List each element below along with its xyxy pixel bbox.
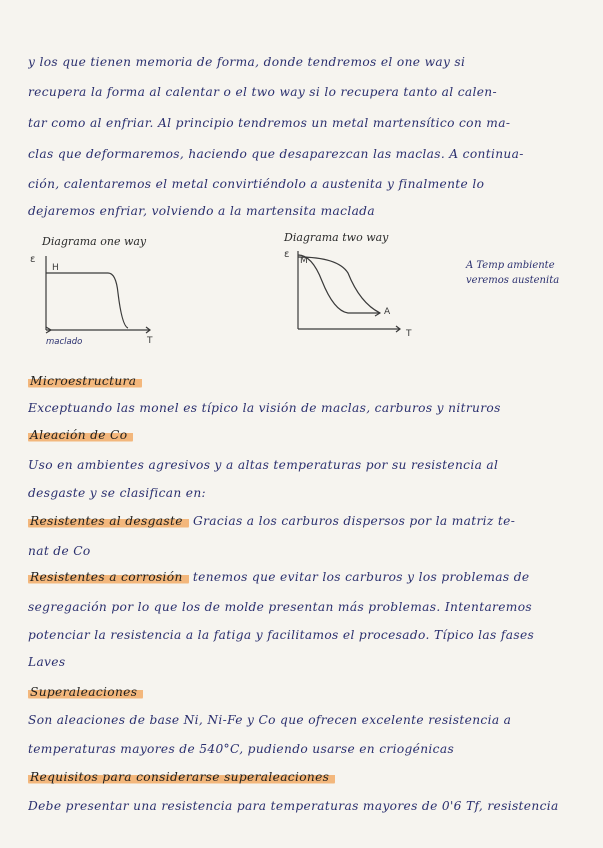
paragraph-line: ción, calentaremos el metal convirtiéndolo a austenita y finalmente lo: [28, 177, 485, 191]
one-way-y-label: ε: [30, 254, 36, 265]
paragraph-line: clas que deformaremos, haciendo que desaparezcan las maclas. A continua-: [28, 147, 524, 161]
section-heading: [28, 685, 585, 699]
paragraph-line: segregación por lo que los de molde presentan más problemas. Intentaremos: [28, 600, 532, 614]
paragraph-line: Exceptuando las monel es típico la visión de maclas, carburos y nitruros: [28, 401, 501, 415]
section-heading: [28, 428, 585, 442]
diagram-two-way-title: Diagrama two way: [284, 231, 389, 244]
section-heading: [28, 374, 585, 388]
paragraph-line: Uso en ambientes agresivos y a altas temperaturas por su resistencia al: [28, 458, 499, 472]
paragraph-line: Son aleaciones de base Ni, Ni-Fe y Co que ofrecen excelente resistencia a: [28, 713, 512, 727]
two-way-x-label: T: [406, 329, 412, 338]
heading-resistentes-desgaste: Resistentes al desgaste: [28, 514, 189, 528]
heading-requisitos: Requisitos para considerarse superaleaciones: [28, 770, 335, 784]
inline-text: Gracias a los carburos dispersos por la matriz te-: [193, 514, 516, 528]
paragraph-line: temperaturas mayores de 540°C, pudiendo usarse en criogénicas: [28, 742, 455, 756]
paragraph-line: Laves: [28, 655, 66, 669]
heading-microestructura: Microestructura: [28, 374, 142, 388]
one-way-bottom-label: maclado: [46, 337, 83, 347]
paragraph-line: [28, 514, 585, 528]
paragraph-line: [28, 570, 585, 584]
paragraph-line: Debe presentar una resistencia para temperaturas mayores de 0'6 Tf, resistencia: [28, 799, 559, 813]
diagram-one-way: [28, 248, 168, 348]
inline-text: tenemos que evitar los carburos y los problemas de: [192, 570, 530, 584]
paragraph-line: potenciar la resistencia a la fatiga y facilitamos el procesado. Típico las fases: [28, 628, 535, 642]
paragraph-line: dejaremos enfriar, volviendo a la martensita maclada: [28, 204, 375, 218]
one-way-marker-label: H: [52, 263, 59, 273]
paragraph-line: recupera la forma al calentar o el two way si lo recupera tanto al calen-: [28, 85, 497, 99]
diagram-one-way-title: Diagrama one way: [42, 235, 147, 248]
two-way-marker-label: M: [300, 256, 308, 266]
paragraph-line: y los que tienen memoria de forma, donde tendremos el one way si: [28, 55, 466, 69]
one-way-x-label: T: [147, 336, 153, 346]
paragraph-line: nat de Co: [28, 544, 91, 558]
paragraph-line: tar como al enfriar. Al principio tendremos un metal martensítico con ma-: [28, 116, 511, 130]
side-note-line: A Temp ambiente: [466, 260, 555, 271]
section-heading: [28, 770, 585, 784]
heading-aleacion-co: Aleación de Co: [28, 428, 133, 442]
two-way-y-label: ε: [284, 249, 290, 260]
diagram-two-way: [282, 243, 422, 338]
two-way-curve-label: A: [384, 307, 391, 317]
heading-resistentes-corrosion: Resistentes a corrosión: [28, 570, 189, 584]
side-note-line: veremos austenita: [466, 275, 560, 286]
heading-superaleaciones: Superaleaciones: [28, 685, 143, 699]
paragraph-line: desgaste y se clasifican en:: [28, 486, 207, 500]
